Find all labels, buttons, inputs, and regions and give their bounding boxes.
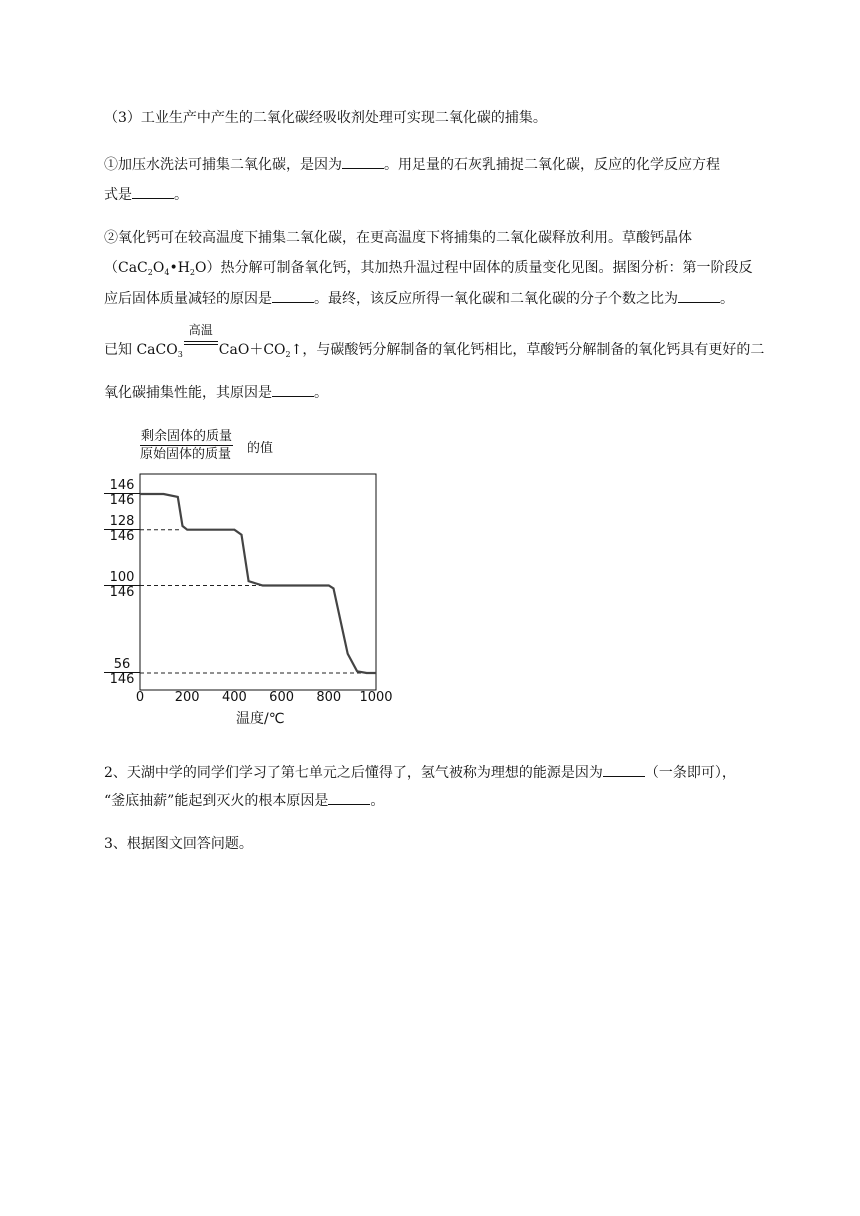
y-tick-denominator: 146 [109, 672, 135, 687]
x-tick-label: 200 [174, 690, 200, 705]
answer-blank[interactable] [603, 762, 645, 777]
chart-xlabel: 温度/℃ [236, 711, 285, 727]
q3-part2-line3: 应后固体质量减轻的原因是 。最终，该反应所得一氧化碳和二氧化碳的分子个数之比为 。 [104, 288, 804, 309]
reaction-condition: 高温 [184, 334, 218, 354]
y-tick-denominator: 146 [109, 528, 135, 544]
q3-part2-line1: ②氧化钙可在较高温度下捕集二氧化碳，在更高温度下将捕集的二氧化碳释放利用。草酸钙晶体 [104, 230, 692, 246]
x-tick-label: 0 [135, 690, 145, 705]
x-tick-label: 400 [221, 690, 247, 705]
q3-part2-line4: 已知 CaCO$_3$ 高温 $CaO+CO_2↑$，与碳酸钙分解制备的氧化钙相比，草酸钙分解制备的氧化钙具有更好的二 [104, 323, 765, 359]
y-tick-numerator: 146 [104, 479, 140, 494]
q2-line2: “釜底抽薪”能起到灭火的根本原因是 。 [104, 790, 804, 811]
chart-ylabel: 剩余固体的质量 原始固体的质量 的值 [140, 429, 274, 462]
q3b-title: 3、根据图文回答问题。 [104, 836, 253, 852]
q3-part1-line1: ①加压水洗法可捕集二氧化碳，是因为 。用足量的石灰乳捕捉二氧化碳，反应的化学反应方程 [104, 154, 804, 175]
answer-blank[interactable] [328, 790, 370, 805]
x-tick-label: 1000 [359, 690, 393, 705]
q3-intro: （3）工业生产中产生的二氧化碳经吸收剂处理可实现二氧化碳的捕集。 [104, 110, 547, 126]
y-tick-denominator: 146 [109, 584, 135, 600]
x-tick-label: 800 [316, 690, 342, 705]
y-tick-numerator: 128 [104, 515, 140, 530]
y-tick-numerator: 56 [104, 658, 140, 673]
q2-line1: 2、天湖中学的同学们学习了第七单元之后懂得了，氢气被称为理想的能源是因为 （一条即可）， [104, 762, 804, 783]
q3-part2-line5: 氧化碳捕集性能，其原因是 。 [104, 382, 804, 403]
chart-frame [140, 474, 376, 690]
mass-curve [140, 494, 376, 673]
y-tick-numerator: 100 [104, 571, 140, 586]
y-tick-denominator: 146 [109, 493, 135, 508]
q3-part1-line2: 式是 。 [104, 184, 804, 205]
q3-part2-line2: $(CaC_2O_4•H_2O)$热分解可制备氧化钙，其加热升温过程中固体的质量变化见图。据图分析：第一阶段反 [104, 260, 753, 277]
x-tick-label: 600 [269, 690, 294, 705]
